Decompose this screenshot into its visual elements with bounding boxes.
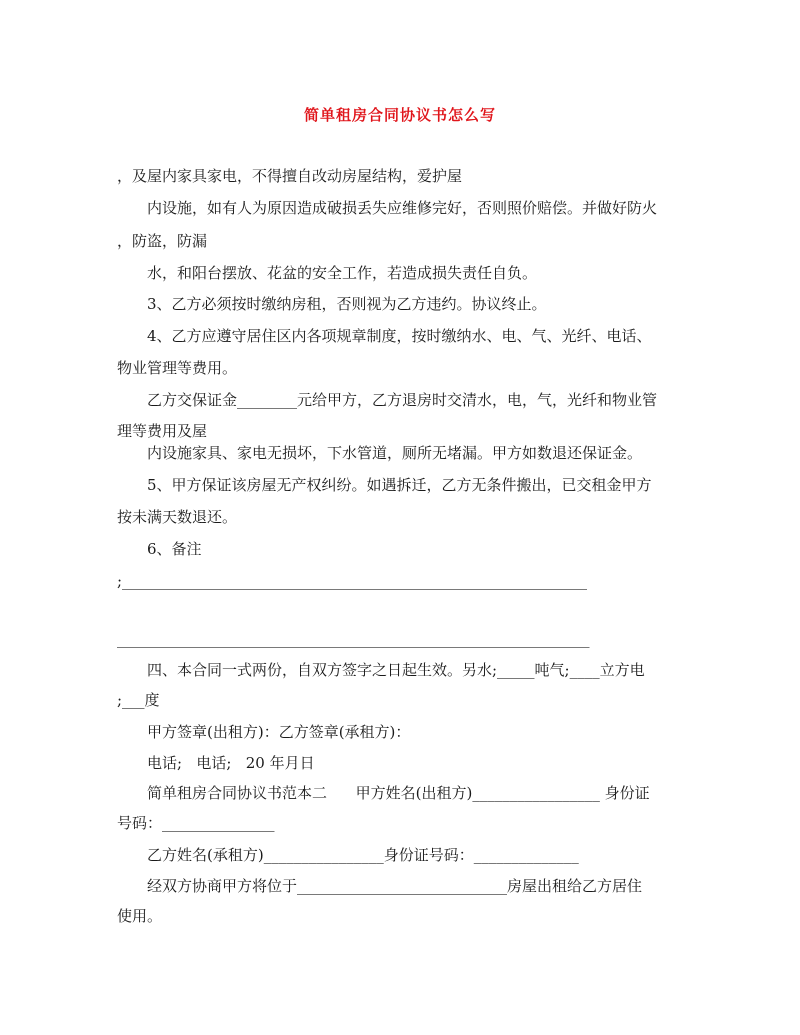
text-line: 四、本合同一式两份，自双方签字之日起生效。另水;_____吨气;____立方电 bbox=[147, 661, 645, 679]
text-line: 按未满天数退还。 bbox=[117, 508, 238, 526]
text-line: 内设施家具、家电无损坏，下水管道，厕所无堵漏。甲方如数退还保证金。 bbox=[147, 444, 643, 462]
text-line: ，及屋内家具家电，不得擅自改动房屋结构，爱护屋 bbox=[117, 167, 463, 185]
text-line: 号码：_______________ bbox=[117, 814, 275, 832]
text-line: 水，和阳台摆放、花盆的安全工作，若造成损失责任自负。 bbox=[147, 264, 538, 282]
text-line: 4、乙方应遵守居住区内各项规章制度，按时缴纳水、电、气、光纤、电话、 bbox=[147, 327, 652, 345]
text-line: 经双方协商甲方将位于____________________________房屋出租给乙方居住 bbox=[147, 877, 643, 895]
text-line: 乙方姓名(承租方)________________身份证号码：______________ bbox=[147, 846, 579, 864]
text-line: 物业管理等费用。 bbox=[117, 359, 238, 377]
text-line: 乙方交保证金________元给甲方，乙方退房时交清水，电，气，光纤和物业管 bbox=[147, 391, 658, 409]
document-title: 简单租房合同协议书怎么写 bbox=[303, 106, 496, 124]
text-line: _______________________________________________________________ bbox=[117, 630, 590, 648]
text-line: ;___度 bbox=[117, 691, 160, 709]
text-line: 简单租房合同协议书范本二 甲方姓名(出租方)_________________ 身份证 bbox=[147, 784, 650, 802]
text-line: 电话; 电话; 20 年月日 bbox=[147, 754, 315, 772]
text-line: ;______________________________________________________________ bbox=[117, 572, 588, 590]
text-line: ，防盗，防漏 bbox=[117, 232, 208, 250]
text-line: 内设施，如有人为原因造成破损丢失应维修完好，否则照价赔偿。并做好防火 bbox=[147, 199, 658, 217]
text-line: 理等费用及屋 bbox=[117, 422, 208, 440]
text-line: 6、备注 bbox=[147, 540, 202, 558]
text-line: 甲方签章(出租方)：乙方签章(承租方)： bbox=[147, 723, 411, 741]
text-line: 5、甲方保证该房屋无产权纠纷。如遇拆迁，乙方无条件搬出，已交租金甲方 bbox=[147, 476, 652, 494]
text-line: 3、乙方必须按时缴纳房租，否则视为乙方违约。协议终止。 bbox=[147, 295, 547, 313]
text-line: 使用。 bbox=[117, 907, 163, 925]
